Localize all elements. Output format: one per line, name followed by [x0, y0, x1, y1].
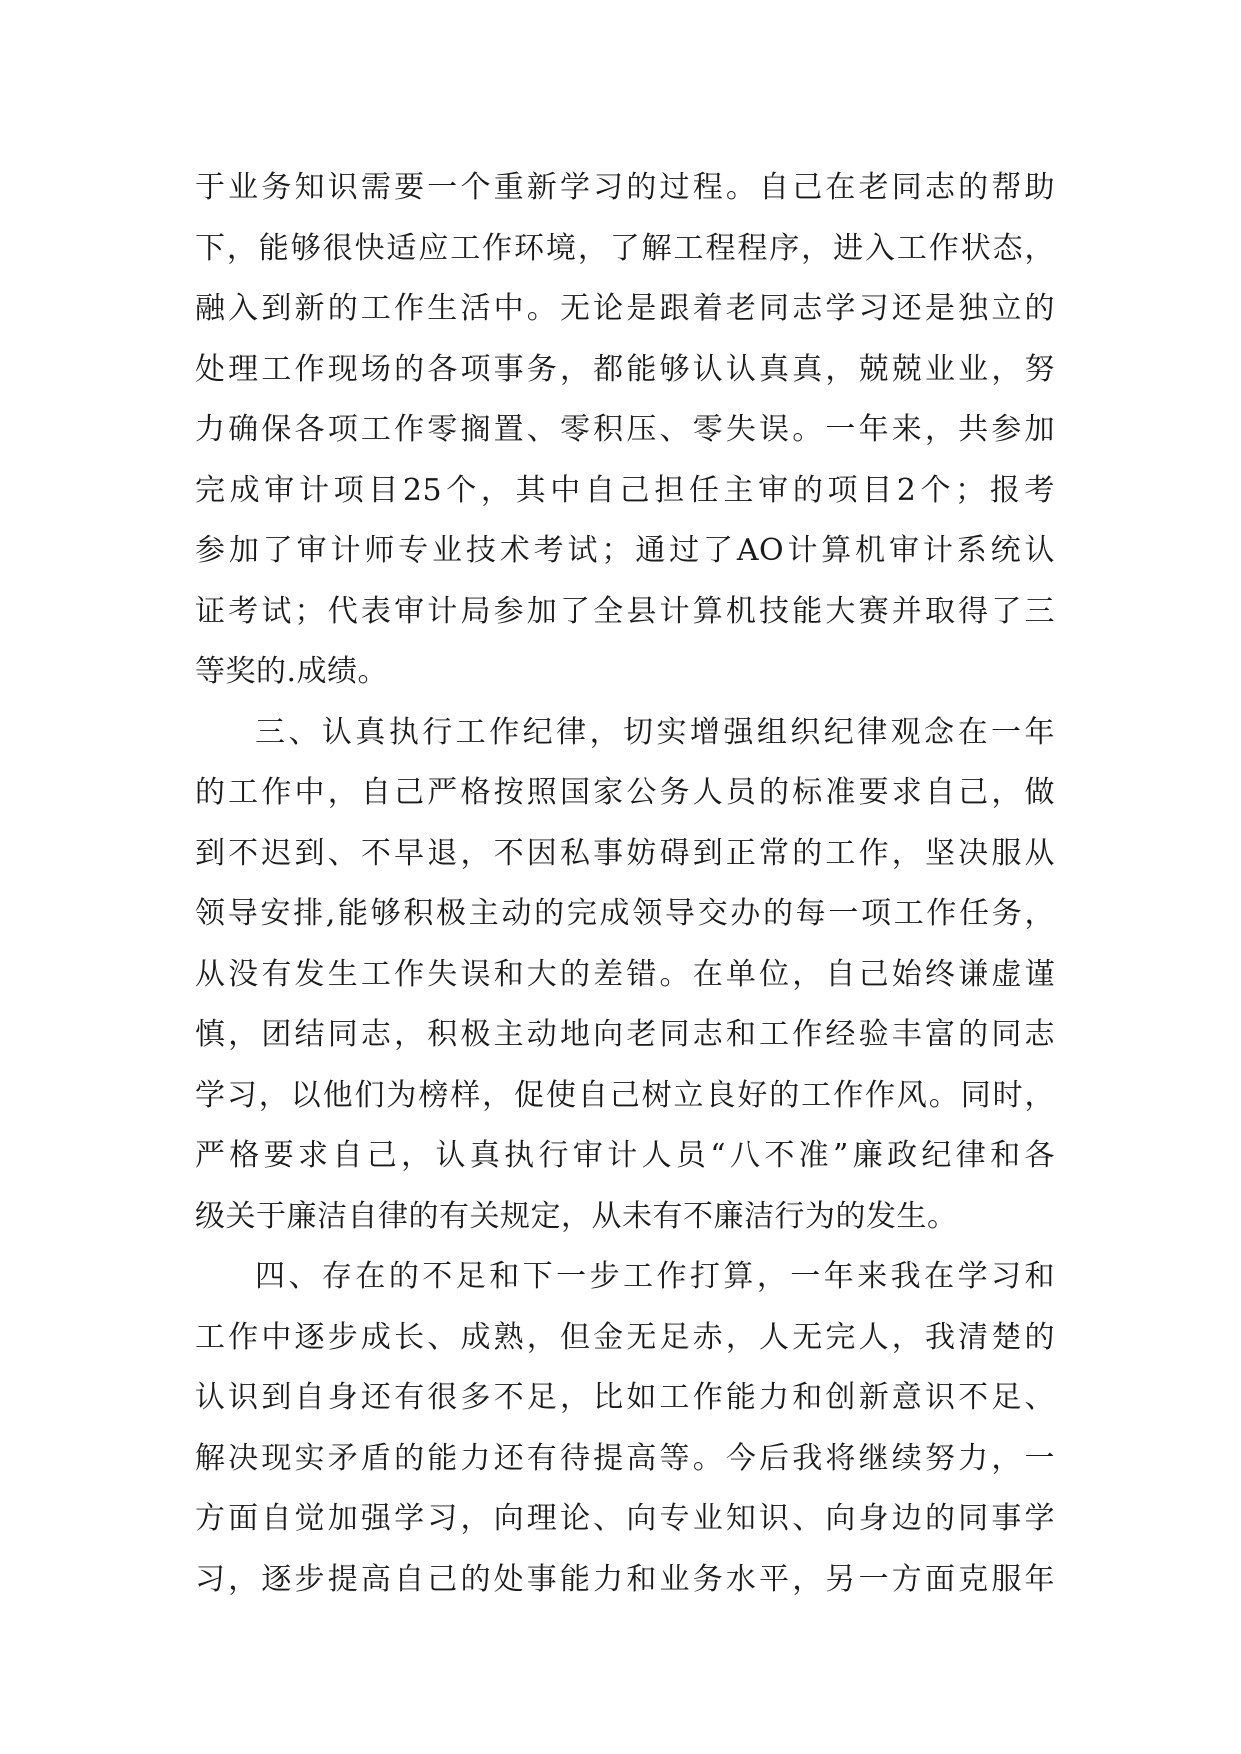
text-line: 工作中逐步成长、成熟，但金无足赤，人无完人，我清楚的 [195, 1319, 1055, 1355]
text-line: 习，逐步提高自己的处事能力和业务水平，另一方面克服年 [195, 1561, 1055, 1597]
text-line: 完成审计项目25个，其中自己担任主审的项目2个；报考 [195, 472, 1055, 508]
text-line: 等奖的.成绩。 [195, 654, 389, 689]
text-line: 认识到自身还有很多不足，比如工作能力和创新意识不足、 [195, 1380, 1055, 1415]
text-line: 参加了审计师专业技术考试；通过了AO计算机审计系统认 [195, 533, 1055, 568]
text-line: 的工作中，自己严格按照国家公务人员的标准要求自己，做 [195, 775, 1055, 810]
text-line: 到不迟到、不早退，不因私事妨碍到正常的工作，坚决服从 [195, 835, 1055, 871]
text-line: 证考试；代表审计局参加了全县计算机技能大赛并取得了三 [195, 593, 1055, 629]
text-line: 下，能够很快适应工作环境，了解工程程序，进入工作状态， [195, 230, 1055, 266]
text-line: 级关于廉洁自律的有关规定，从未有不廉洁行为的发生。 [195, 1198, 958, 1234]
text-line: 慎，团结同志，积极主动地向老同志和工作经验丰富的同志 [195, 1017, 1055, 1052]
text-line: 学习，以他们为榜样，促使自己树立良好的工作作风。同时， [195, 1077, 1055, 1113]
text-line: 融入到新的工作生活中。无论是跟着老同志学习还是独立的 [195, 291, 1055, 326]
text-line: 于业务知识需要一个重新学习的过程。自己在老同志的帮助 [195, 170, 1055, 205]
text-line: 三、认真执行工作纪律，切实增强组织纪律观念在一年 [255, 714, 1055, 750]
text-line: 处理工作现场的各项事务，都能够认认真真，兢兢业业，努 [195, 351, 1055, 387]
text-line: 领导安排,能够积极主动的完成领导交办的每一项工作任务， [195, 896, 1055, 931]
text-line: 方面自觉加强学习，向理论、向专业知识、向身边的同事学 [195, 1501, 1055, 1536]
text-line: 解决现实矛盾的能力还有待提高等。今后我将继续努力，一 [195, 1440, 1055, 1476]
text-line: 严格要求自己，认真执行审计人员“八不准”廉政纪律和各 [195, 1138, 1055, 1173]
text-line: 力确保各项工作零搁置、零积压、零失误。一年来，共参加 [195, 412, 1055, 447]
text-line: 四、存在的不足和下一步工作打算，一年来我在学习和 [255, 1259, 1055, 1294]
text-line: 从没有发生工作失误和大的差错。在单位，自己始终谦虚谨 [195, 956, 1055, 992]
body-text [195, 158, 1055, 1610]
